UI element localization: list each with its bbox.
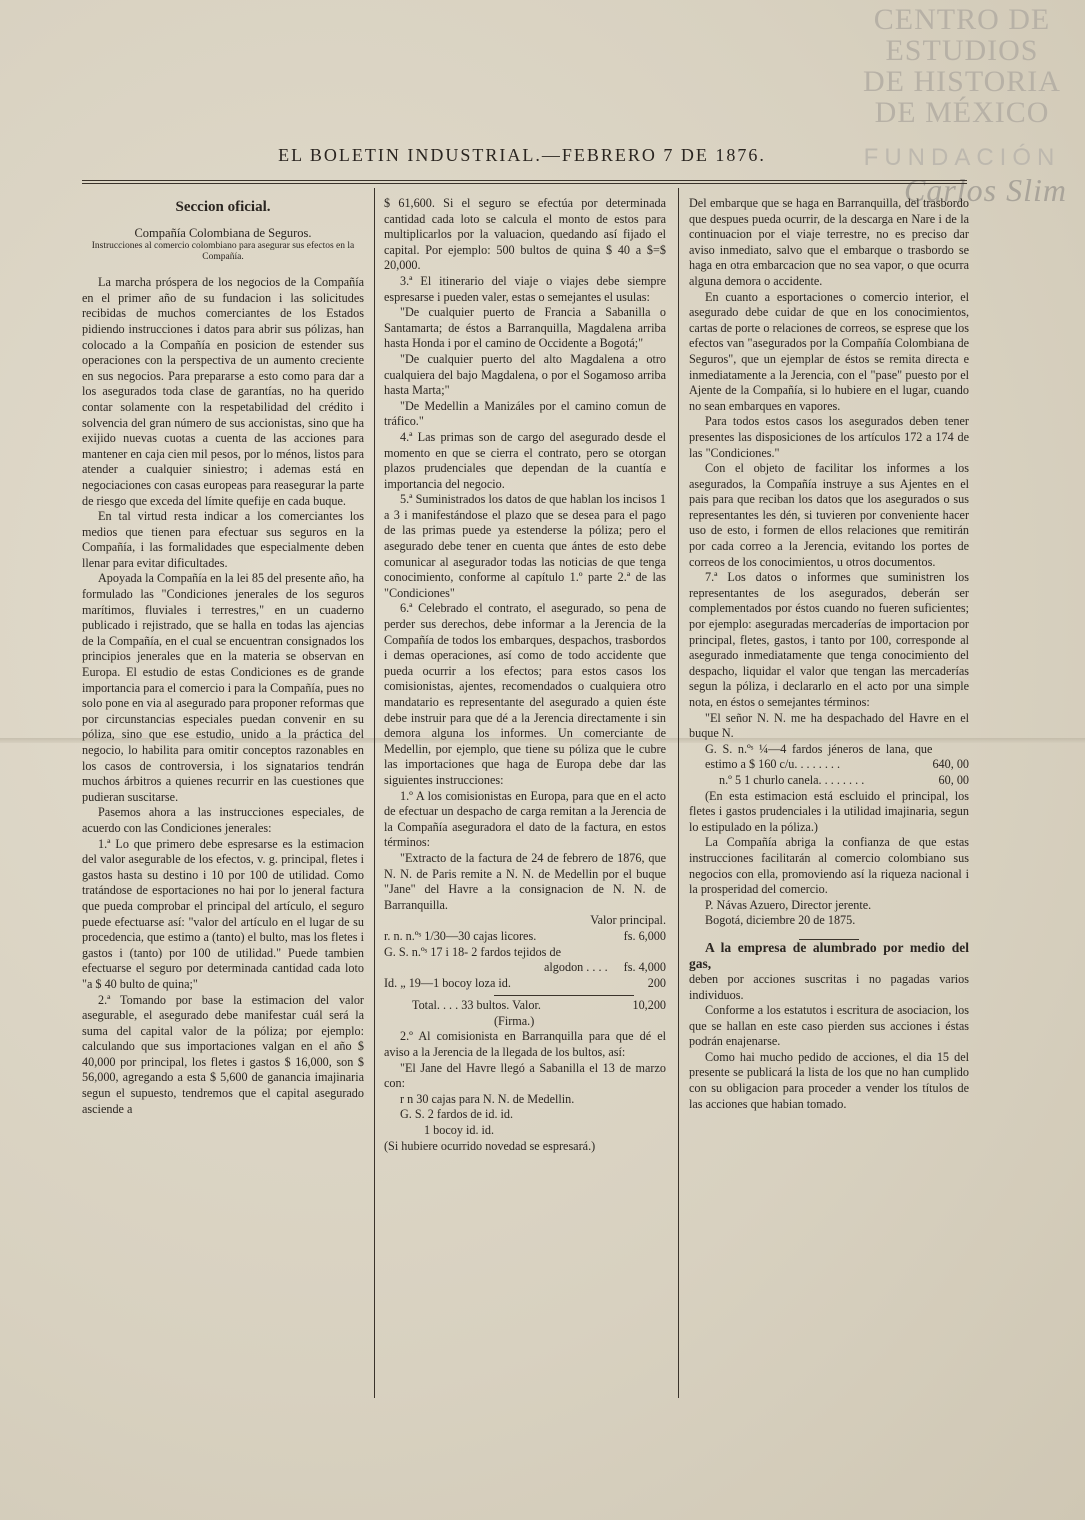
invoice-value: 200 <box>647 975 666 990</box>
invoice-item: r. n. n.ºˢ 1/30—30 cajas licores. <box>384 928 537 943</box>
paragraph: 5.ª Suministrados los datos de que hablan los incisos 1 a 3 i manifestándose el plazo que se desea para el pago de las primas puede ya estenderse la póliza; pero el asegurado debe tener en cuenta que ántes de esto debe comunicar al asegurador todas las noticias de que tenga conocimiento, conforme al capítulo 1.º parte 2.ª de las "Condiciones" <box>384 492 666 600</box>
header-rule <box>82 180 967 184</box>
invoice-label: Valor principal. <box>590 913 666 928</box>
paragraph: "El Jane del Havre llegó a Sabanilla el 13 de marzo con: <box>384 1060 666 1091</box>
paragraph: La marcha próspera de los negocios de la Compañía en el primer año de su fundacion i las solicitudes recibidas de muchos comerciantes de los Estados pidiendo instrucciones i datos para abrir sus pólizas, han colocado a la Compañía en posicion de estender sus operaciones con la perspectiva de un aumento creciente en sus negocios. Para prepararse a esto como para dar a los asegurados toda clase de garantías, no ha querido contar solamente con la respetabilidad del crédito i solvencia del gran número de sus accionistas, sino que ha exijido nuevas cuotas a cuenta de las acciones para mantener en caja cien mil pesos, por lo ménos, listos para atender a cualquier siniestro; i ademas está en negociaciones con casas europeas para reasegurar la parte de riesgo que exceda del límite quefije en cada buque. <box>82 275 364 508</box>
watermark-line: FUNDACIÓN <box>863 144 1061 171</box>
signature-placeholder: (Firma.) <box>494 1013 535 1028</box>
paragraph: 4.ª Las primas son de cargo del asegurado desde el momento en que se cierra el contrato, pero se otorgan plazos prudenciales que dependan de la cuantía e importancia del negocio. <box>384 429 666 491</box>
notice-heading: A la empresa de alumbrado por medio del gas, <box>689 939 969 971</box>
paragraph: "El señor N. N. me ha despachado del Havre en el buque N. <box>689 710 969 741</box>
list-line: G. S. 2 fardos de id. id. <box>400 1107 514 1122</box>
watermark-line: ESTUDIOS <box>885 34 1039 67</box>
invoice-item: algodon . . . . <box>544 960 608 975</box>
estimate-item: G. S. n.ºˢ ¼—4 fardos jéneros de lana, que estimo a $ 160 c/u. . . . . . . . <box>705 741 933 772</box>
invoice-row <box>384 976 666 992</box>
paragraph: En cuanto a esportaciones o comercio interior, el asegurado debe cuidar de que en los conocimientos, cartas de porte o relaciones de correos, se esprese que los efectos van "asegurados por la Compañía Colombiana de Seguros", que un ejemplar de éstos se remita directa e inmediatamente a la Jerencia, con el "pase" puesto por el Ajente de la Compañía, si lo hubiere en el lugar, cuando no sean embarques en vapores. <box>689 289 969 413</box>
paragraph: 6.ª Celebrado el contrato, el asegurado, so pena de perder sus derechos, debe informar a la Jerencia de la Compañía de todos los embarques, despachos, trasbordos i demas operaciones, así como de todo accidente que pueda ocurrir a los efectos; para estos casos los comisionistas, ajentes, recomendados o cualquiera otro mandatario es representante del asegurado a quien éste debe instruir para que dé a la Jerencia directamente i sin demora alguna los informes. Un comerciante de Medellin, por ejemplo, que tiene su póliza que le cubre las importaciones que haga de Europa debe dar las siguientes instrucciones: <box>384 601 666 787</box>
paragraph: "De cualquier puerto del alto Magdalena a otro cualquiera del bajo Magdalena, o por el Sogamoso arriba hasta Marta;" <box>384 351 666 398</box>
estimate-row <box>689 773 969 789</box>
paragraph: 2.ª Tomando por base la estimacion del valor asegurable, el asegurado debe manifestar cuál será la suma del capital valor de la póliza; por ejemplo: calculando que sus importaciones valgan en el año $ 40,000 por principal, los fletes i gastos $ 16,000, son $ 56,000, agregando a esta $ 5,600 de ganancia imajinaria segun el supuesto, tendremos que el capital asegurado asciende a <box>82 992 364 1116</box>
paragraph: La Compañía abriga la confianza de que estas instrucciones facilitarán al comercio colombiano sus negocios con ella, promoviendo así la riqueza nacional i la prosperidad del comercio. <box>689 835 969 897</box>
estimate-row <box>689 742 969 773</box>
list-line: 1 bocoy id. id. <box>424 1123 495 1138</box>
estimate-value: 640, 00 <box>932 757 969 772</box>
invoice-row <box>384 960 666 976</box>
invoice-row <box>384 929 666 945</box>
paragraph: 1.ª Lo que primero debe espresarse es la estimacion del valor asegurable de los efectos, v. g. principal, fletes i gastos hasta su destino i 10 por 100 de utilidad. Como tratándose de esportaciones no hai por lo jeneral factura que pueda comprobar el principal del artículo, el seguro puede efectuarse así: "valor del artículo en el lugar de su procedencia, que estimo a (tanto) el bulto, mas los fletes i gastos i (tanto) por 100 de utilidad." Puede tambien efectuarse el seguro por determinada cantidad cada loto "a $ 40 bulto de quina;" <box>82 836 364 991</box>
column-divider <box>374 188 375 1398</box>
paragraph: Pasemos ahora a las instrucciones especiales, de acuerdo con las Condiciones jenerales: <box>82 805 364 835</box>
column-3 <box>689 196 969 1396</box>
invoice-value: fs. 4,000 <box>623 960 666 975</box>
paragraph: "Extracto de la factura de 24 de febrero de 1876, que N. N. de Paris remite a N. N. de Medellin por el buque "Jane" del Havre a la consignacion de N. N. de Barranquilla. <box>384 850 666 912</box>
invoice-total: Total. . . . 33 bultos. Valor. <box>412 998 541 1013</box>
paragraph: "De cualquier puerto de Francia a Sabanilla o Santamarta; de éstos a Barranquilla, Magdalena arriba hasta Honda i por el camino de Occidente a Bogotá;" <box>384 305 666 351</box>
archive-watermark <box>857 4 1067 206</box>
paragraph: $ 61,600. Si el seguro se efectúa por determinada cantidad cada loto se calcula el monto de estos para multiplicarlos por la valuacion, quedando así fijado el capital. Por ejemplo: 500 bultos de quina $ 40 a $=$ 20,000. <box>384 196 666 273</box>
invoice-total-row <box>384 998 666 1014</box>
paragraph: 3.ª El itinerario del viaje o viajes debe siempre espresarse i pueden valer, estas o semejantes el usulas: <box>384 273 666 304</box>
watermark-signature: Carlos Slim <box>903 172 1067 208</box>
paragraph: (En esta estimacion está escluido el principal, los fletes i gastos prudenciales i la utilidad imajinaria, segun lo estipulado en la póliza.) <box>689 788 969 834</box>
company-subtitle: Instrucciones al comercio colombiano para asegurar sus efectos en la Compañía. <box>91 241 355 263</box>
company-title: Compañía Colombiana de Seguros. <box>134 225 312 240</box>
paragraph: Para todos estos casos los asegurados deben tener presentes las disposiciones de los artículos 172 a 174 de las "Condiciones." <box>689 414 969 460</box>
estimate-value: 60, 00 <box>938 772 969 787</box>
column-1 <box>82 196 364 1396</box>
paragraph: 7.ª Los datos o informes que suministren los representantes de los asegurados, deberán ser complementados por éstos cuando no fueren suficientes; por ejemplo: aseguradas mercaderías de importacion por principal, fletes, gastos, i tanto por 100, corresponde al asegurado inmediatamente que tenga conocimiento del despacho, liquidar el valor que tengan las mercaderías segun la póliza, i declararlo en el acto por una simple nota, en éstos o semejantes términos: <box>689 570 969 709</box>
signature: P. Návas Azuero, Director jerente. <box>705 897 872 912</box>
section-title: Seccion oficial. <box>175 199 271 215</box>
column-2 <box>384 196 666 1396</box>
total-rule <box>494 995 634 996</box>
paragraph: Con el objeto de facilitar los informes a los asegurados, la Compañía instruye a sus Ajentes en el pais para que reciban los datos que los asegurados o sus representantes les dén, si tuvieren por conveniente hacer uso de esto, i formen de ellos relaciones que remitirán por cada correo a la Jerencia, evitando los portes de correos de los conocimientos, u otros documentos. <box>689 461 969 569</box>
estimate-item: n.º 5 1 churlo canela. . . . . . . . <box>719 772 865 787</box>
date-line: Bogotá, diciembre 20 de 1875. <box>705 913 856 928</box>
paragraph: Del embarque que se haga en Barranquilla, del trasbordo que despues pueda ocurrir, de la descarga en Nare i de la continuacion por el viaje terrestre, no es preciso dar aviso inmediato, salvo que el embarque o trasbordo se haga en otra embarcacion que no sea vapor, o que ocurra alguna demora o accidente. <box>689 196 969 288</box>
paragraph: En tal virtud resta indicar a los comerciantes los medios que tienen para efectuar sus seguros en la Compañía, i las formalidades que especialmente deben llenar para evitar dificultades. <box>82 509 364 570</box>
invoice-item: Id. „ 19—1 bocoy loza id. <box>384 975 511 990</box>
list-line: r n 30 cajas para N. N. de Medellin. <box>400 1091 575 1106</box>
list-line: (Si hubiere ocurrido novedad se espresará.) <box>384 1138 596 1153</box>
invoice-total-value: 10,200 <box>632 998 666 1013</box>
paragraph: 1.º A los comisionistas en Europa, para que en el acto de efectuar un despacho de carga remitan a la Jerencia de la Compañía aseguradora el dato de la factura, en estos términos: <box>384 788 666 850</box>
column-divider <box>678 188 679 1398</box>
watermark-line: DE HISTORIA <box>863 65 1061 98</box>
masthead: EL BOLETIN INDUSTRIAL.—FEBRERO 7 DE 1876. <box>278 145 766 165</box>
paragraph: 2.º Al comisionista en Barranquilla para que dé el aviso a la Jerencia de la llegada de los bultos, así: <box>384 1029 666 1060</box>
watermark-line: CENTRO DE <box>873 3 1051 36</box>
watermark-line: DE MÉXICO <box>874 96 1050 129</box>
invoice-item: G. S. n.ºˢ 17 i 18- 2 fardos tejidos de <box>384 944 561 959</box>
invoice-value: fs. 6,000 <box>623 928 666 943</box>
paragraph: Como hai mucho pedido de acciones, el dia 15 del presente se publicará la lista de los que no han cumplido con su obligacion para proceder a vender los títulos de las acciones que habian tomado. <box>689 1049 969 1111</box>
paragraph: Apoyada la Compañía en la lei 85 del presente año, ha formulado las "Condiciones jenerales de los seguros marítimos, fluviales i terrestres," en un cuaderno publicado i rejistrado, que se halla en todas las ajencias de la Compañía, en el cual se encuentran consignados los principios jenerales que en la materia se observan en Europa. El estudio de estas Condiciones es de grande importancia para el comercio i para la Compañía, pues no solo pone en via al asegurado para proponer reformas que por circunstancias especiales puedan convenir en su póliza, sino que ese estudio, unido a la práctica del negocio, lo habilita para omitir conceptos razonables en los casos de controversia, i los signatarios tendrán muchos árbitros a quienes recurrir en las cuestiones que pudieran suscitarse. <box>82 571 364 804</box>
paragraph: "De Medellin a Manizáles por el camino comun de tráfico." <box>384 398 666 429</box>
paragraph: Conforme a los estatutos i escritura de asociacion, los que se hallan en este caso pierden sus acciones i éstas podrán enajenarse. <box>689 1003 969 1049</box>
notice-heading-rest: deben por acciones suscritas i no pagadas varios individuos. <box>689 971 969 1002</box>
